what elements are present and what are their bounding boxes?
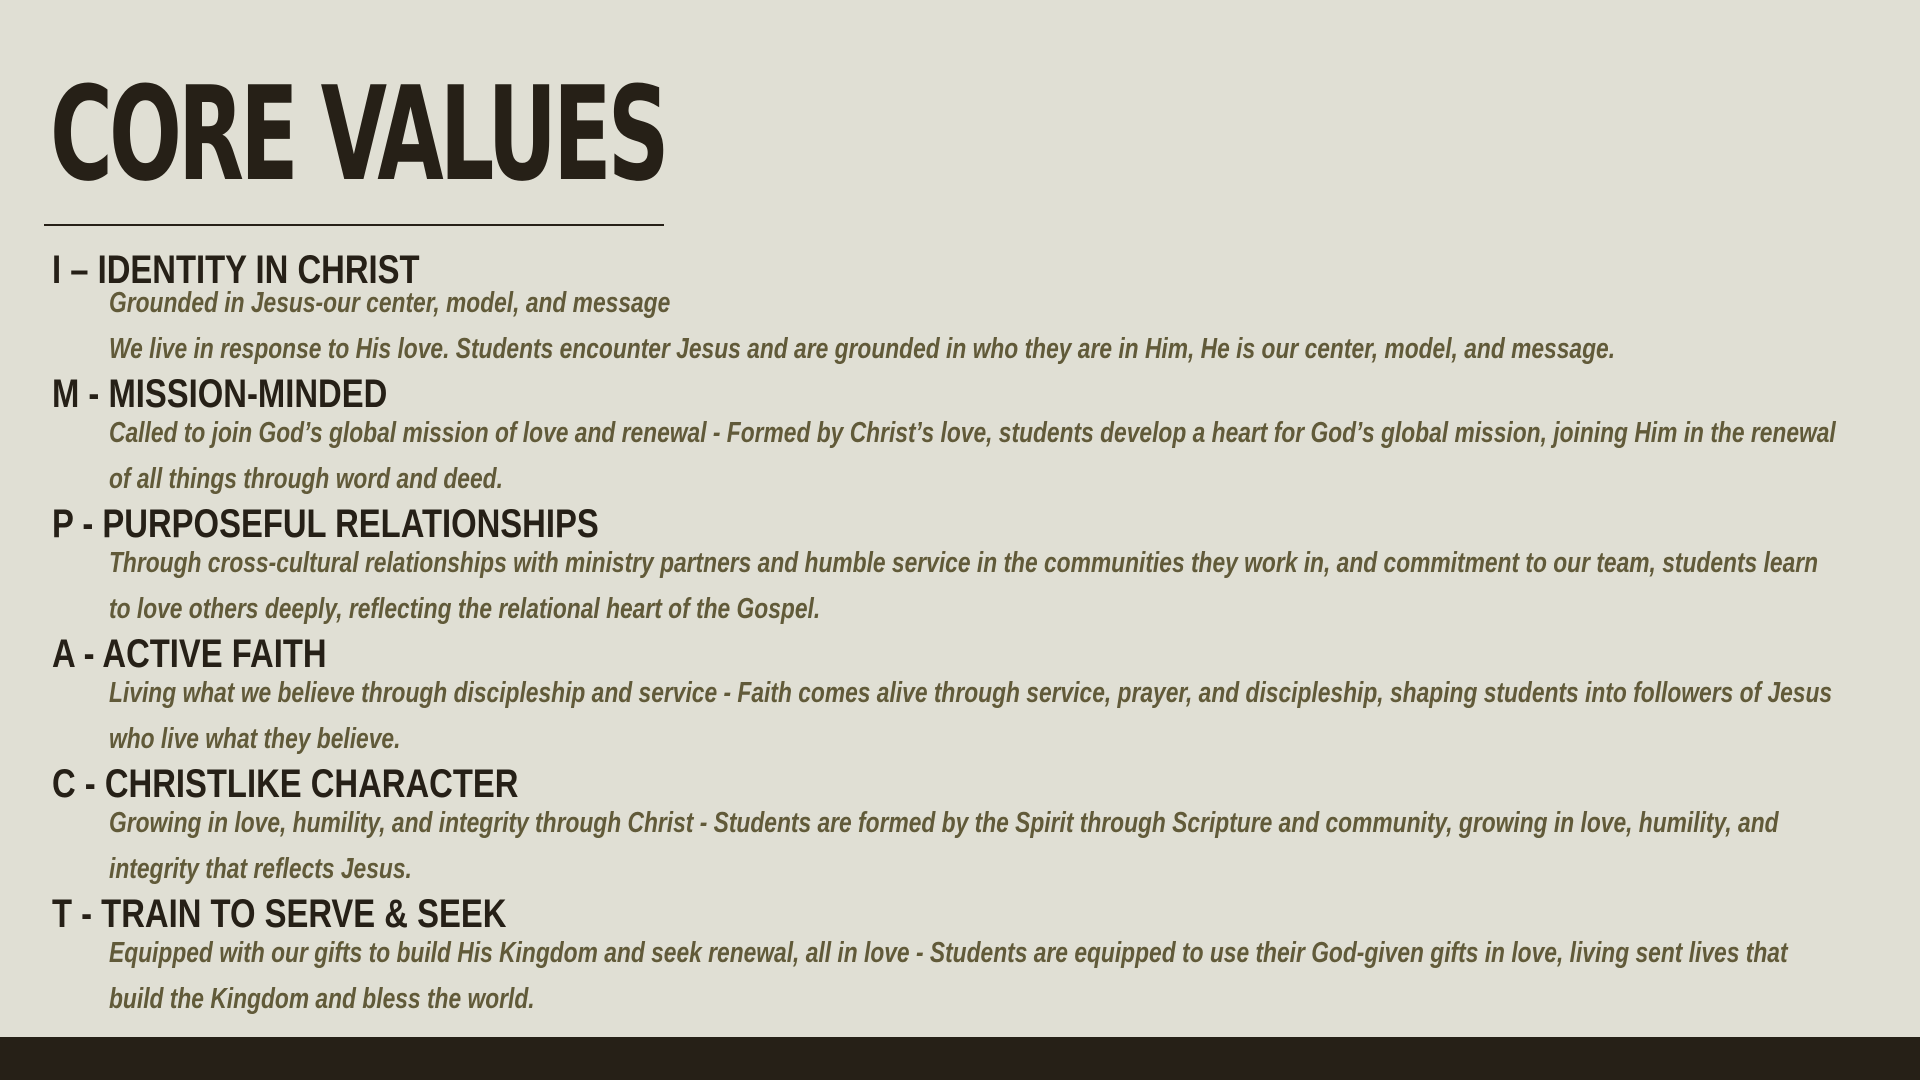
value-description: Through cross-cultural relationships with ministry partners and humble service in the communities they work in, and commitment to our team, students learn to love others deeply, reflecting the relational heart of the Gospel. xyxy=(109,547,1819,625)
footer-bar xyxy=(0,1037,1920,1080)
value-description: Called to join God’s global mission of love and renewal - Formed by Christ’s love, students develop a heart for God’s global mission, joining Him in the renewal of all things through word and deed. xyxy=(109,417,1836,495)
core-values-list xyxy=(52,248,1836,1022)
title-underline xyxy=(44,224,664,226)
value-christlike-character xyxy=(52,762,1832,892)
value-description: Growing in love, humility, and integrity through Christ - Students are formed by the Spirit through Scripture and community, growing in love, humility, and integrity that reflects Jesus. xyxy=(109,807,1779,885)
value-subtitle: Grounded in Jesus-our center, model, and message xyxy=(109,287,671,319)
value-heading: A - ACTIVE FAITH xyxy=(52,632,327,676)
value-purposeful-relationships xyxy=(52,502,1832,632)
page-title: CORE VALUES xyxy=(50,58,666,210)
value-heading: T - TRAIN TO SERVE & SEEK xyxy=(52,892,507,936)
value-train-to-serve-and-seek xyxy=(52,892,1832,1022)
value-description: Equipped with our gifts to build His Kingdom and seek renewal, all in love - Students are equipped to use their God-given gifts in love, living sent lives that build the Kingdom and bless the world. xyxy=(109,937,1788,1015)
value-description: We live in response to His love. Students encounter Jesus and are grounded in who they are in Him, He is our center, model, and message. xyxy=(109,333,1616,365)
value-identity-in-christ xyxy=(52,248,1832,372)
value-heading: I – IDENTITY IN CHRIST xyxy=(52,248,420,292)
value-heading: P - PURPOSEFUL RELATIONSHIPS xyxy=(52,502,599,546)
value-heading: M - MISSION-MINDED xyxy=(52,372,388,416)
value-active-faith xyxy=(52,632,1832,762)
value-description: Living what we believe through discipleship and service - Faith comes alive through service, prayer, and discipleship, shaping students into followers of Jesus who live what they believe. xyxy=(109,677,1833,755)
value-heading: C - CHRISTLIKE CHARACTER xyxy=(52,762,519,806)
value-mission-minded xyxy=(52,372,1836,502)
